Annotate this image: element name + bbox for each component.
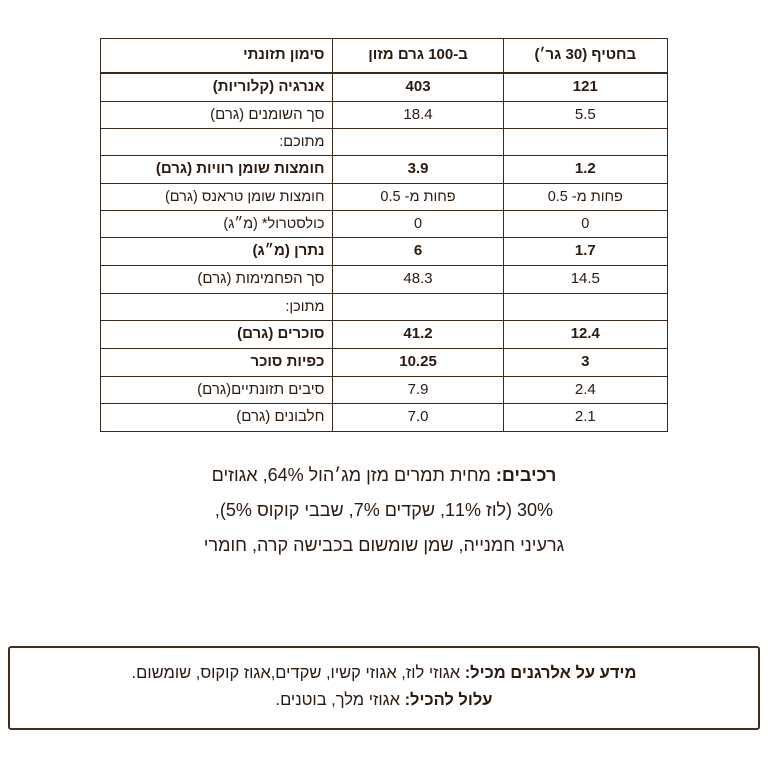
- table-row: [101, 101, 668, 129]
- allergens-may-contain-text: אגוזי מלך, בוטנים.: [275, 690, 400, 709]
- allergens-contains-title: מידע על אלרגנים מכיל:: [464, 663, 637, 682]
- allergens-box: [8, 646, 760, 730]
- cell-per-100g: [333, 129, 503, 156]
- cell-label: סיבים תזונתיים(גרם): [101, 376, 333, 404]
- table-row: [101, 293, 668, 320]
- nutrition-table: [100, 38, 668, 432]
- header-per-serving: בחטיף (30 גר׳): [503, 39, 667, 73]
- table-row: [101, 348, 668, 376]
- table-row: [101, 404, 668, 432]
- cell-per-serving: 12.4: [503, 321, 667, 349]
- cell-per-serving: 5.5: [503, 101, 667, 129]
- allergens-contains-text: אגוזי לוז, אגוזי קשיו, שקדים,אגוז קוקוס, שומשום.: [131, 663, 461, 682]
- cell-per-serving: 1.7: [503, 238, 667, 266]
- ingredients-title: רכיבים:: [495, 465, 557, 485]
- cell-per-serving: [503, 293, 667, 320]
- table-row: [101, 238, 668, 266]
- nutrition-table-body: [101, 73, 668, 432]
- cell-label: חומצות שומן רוויות (גרם): [101, 156, 333, 184]
- ingredients-section: [64, 458, 704, 563]
- nutrition-table-head: [101, 39, 668, 73]
- ingredients-line-1: [64, 458, 704, 493]
- cell-per-serving: [503, 129, 667, 156]
- allergens-may-contain-title: עלול להכיל:: [404, 690, 493, 709]
- table-row: [101, 184, 668, 211]
- table-row: [101, 266, 668, 294]
- cell-label: סוכרים (גרם): [101, 321, 333, 349]
- table-row: [101, 211, 668, 238]
- table-row: [101, 156, 668, 184]
- ingredients-line-2: 30% (לוז 11%, שקדים 7%, שבבי קוקוס 5%),: [214, 500, 554, 521]
- nutrition-table-container: [100, 38, 668, 432]
- cell-per-100g: פחות מ- 0.5: [333, 184, 503, 211]
- cell-per-100g: 0: [333, 211, 503, 238]
- cell-label: כפיות סוכר: [101, 348, 333, 376]
- cell-per-serving: 14.5: [503, 266, 667, 294]
- cell-label: מתוכן:: [101, 293, 333, 320]
- cell-label: אנרגיה (קלוריות): [101, 73, 333, 101]
- cell-per-100g: 7.9: [333, 376, 503, 404]
- ingredients-line-3: גרעיני חמנייה, שמן שומשום בכבישה קרה, חומרי: [203, 535, 565, 556]
- cell-per-serving: 1.2: [503, 156, 667, 184]
- table-row: [101, 129, 668, 156]
- cell-per-serving: 3: [503, 348, 667, 376]
- table-row: [101, 73, 668, 101]
- cell-label: סך השומנים (גרם): [101, 101, 333, 129]
- cell-per-100g: [333, 293, 503, 320]
- cell-per-100g: 10.25: [333, 348, 503, 376]
- header-per-100g: ב-100 גרם מזון: [333, 39, 503, 73]
- cell-label: סך הפחמימות (גרם): [101, 266, 333, 294]
- cell-per-100g: 6: [333, 238, 503, 266]
- cell-per-100g: 403: [333, 73, 503, 101]
- cell-per-100g: 41.2: [333, 321, 503, 349]
- cell-label: חומצות שומן טראנס (גרם): [101, 184, 333, 211]
- table-header-row: [101, 39, 668, 73]
- cell-per-100g: 18.4: [333, 101, 503, 129]
- cell-per-serving: 121: [503, 73, 667, 101]
- cell-per-serving: 0: [503, 211, 667, 238]
- cell-label: כולסטרול* (מ״ג): [101, 211, 333, 238]
- allergens-contains-line: [24, 660, 744, 687]
- ingredients-text-1: מחית תמרים מזן מג׳הול 64%, אגוזים: [211, 465, 491, 485]
- cell-label: נתרן (מ״ג): [101, 238, 333, 266]
- allergens-may-contain-line: [24, 687, 744, 714]
- cell-per-serving: פחות מ- 0.5: [503, 184, 667, 211]
- table-row: [101, 321, 668, 349]
- header-label: סימון תזונתי: [101, 39, 333, 73]
- table-row: [101, 376, 668, 404]
- cell-per-100g: 48.3: [333, 266, 503, 294]
- cell-per-serving: 2.4: [503, 376, 667, 404]
- cell-per-100g: 3.9: [333, 156, 503, 184]
- cell-label: חלבונים (גרם): [101, 404, 333, 432]
- cell-per-100g: 7.0: [333, 404, 503, 432]
- cell-label: מתוכם:: [101, 129, 333, 156]
- cell-per-serving: 2.1: [503, 404, 667, 432]
